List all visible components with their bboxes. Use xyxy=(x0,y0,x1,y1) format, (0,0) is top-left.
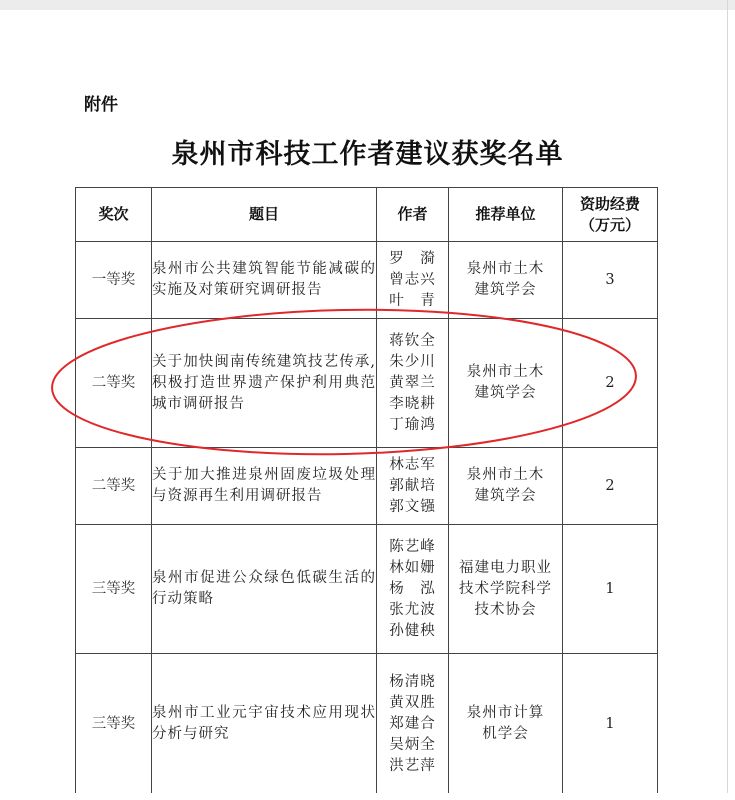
unit-line: 机学会 xyxy=(482,726,529,742)
table-row xyxy=(76,654,658,795)
author-name: 郭文镪 xyxy=(389,498,436,515)
author-name: 洪艺萍 xyxy=(389,757,436,774)
unit-line: 建筑学会 xyxy=(474,385,537,401)
authors-cell xyxy=(377,319,449,448)
author-name: 杨清晓 xyxy=(389,673,436,690)
author-name: 叶 青 xyxy=(389,292,436,309)
unit-cell xyxy=(449,654,563,795)
header-funding-line2: （万元） xyxy=(579,215,640,234)
author-name: 李晓耕 xyxy=(389,395,436,412)
author-name: 林如姗 xyxy=(389,559,436,576)
authors-cell xyxy=(377,525,449,654)
author-name: 张尤波 xyxy=(389,601,436,618)
funding-cell: 2 xyxy=(563,319,658,448)
author-name: 朱少川 xyxy=(389,353,436,370)
unit-line: 泉州市土木 xyxy=(466,261,545,277)
header-funding xyxy=(563,188,658,242)
topic-cell: 泉州市公共建筑智能节能减碳的实施及对策研究调研报告 xyxy=(152,242,377,319)
header-unit: 推荐单位 xyxy=(449,188,563,242)
unit-line: 建筑学会 xyxy=(474,488,537,504)
authors-cell xyxy=(377,242,449,319)
author-name: 郭献培 xyxy=(389,477,436,494)
rank-cell: 二等奖 xyxy=(76,448,152,525)
topic-cell: 泉州市工业元宇宙技术应用现状分析与研究 xyxy=(152,654,377,795)
author-name: 吴炳全 xyxy=(389,736,436,753)
table-row xyxy=(76,242,658,319)
author-name: 杨 泓 xyxy=(389,580,436,597)
funding-cell: 1 xyxy=(563,525,658,654)
topic-cell: 泉州市促进公众绿色低碳生活的行动策略 xyxy=(152,525,377,654)
authors-cell xyxy=(377,448,449,525)
table-header-row xyxy=(76,188,658,242)
author-name: 黄双胜 xyxy=(389,694,436,711)
author-name: 蒋钦全 xyxy=(389,332,436,349)
unit-line: 技术协会 xyxy=(474,601,537,618)
award-table xyxy=(75,187,658,795)
unit-line: 技术学院科学 xyxy=(459,580,552,597)
unit-line: 泉州市土木 xyxy=(466,364,545,380)
table-row xyxy=(76,319,658,448)
header-funding-line1: 资助经费 xyxy=(579,194,640,213)
unit-line: 福建电力职业 xyxy=(459,559,552,576)
unit-line: 泉州市土木 xyxy=(466,467,545,483)
author-name: 陈艺峰 xyxy=(389,538,436,555)
header-rank: 奖次 xyxy=(76,188,152,242)
topic-cell: 关于加大推进泉州固废垃圾处理与资源再生利用调研报告 xyxy=(152,448,377,525)
unit-cell xyxy=(449,319,563,448)
funding-cell: 1 xyxy=(563,654,658,795)
unit-line: 建筑学会 xyxy=(474,282,537,298)
rank-cell: 三等奖 xyxy=(76,654,152,795)
author-name: 丁瑜鸿 xyxy=(389,416,436,433)
table-row xyxy=(76,525,658,654)
author-name: 曾志兴 xyxy=(389,271,436,288)
funding-cell: 2 xyxy=(563,448,658,525)
rank-cell: 三等奖 xyxy=(76,525,152,654)
attachment-label: 附件 xyxy=(84,95,118,115)
bottom-margin xyxy=(0,793,735,800)
header-authors: 作者 xyxy=(377,188,449,242)
author-name: 郑建合 xyxy=(389,715,436,732)
author-name: 罗 漪 xyxy=(389,250,436,267)
authors-cell xyxy=(377,654,449,795)
author-name: 黄翠兰 xyxy=(389,374,436,391)
author-name: 孙健秧 xyxy=(389,622,436,639)
author-name: 林志军 xyxy=(389,456,436,473)
header-topic: 题目 xyxy=(152,188,377,242)
document-title: 泉州市科技工作者建议获奖名单 xyxy=(171,139,564,170)
rank-cell: 一等奖 xyxy=(76,242,152,319)
topic-cell: 关于加快闽南传统建筑技艺传承,积极打造世界遗产保护利用典范城市调研报告 xyxy=(152,319,377,448)
unit-cell xyxy=(449,242,563,319)
unit-line: 泉州市计算 xyxy=(466,705,545,721)
table-row xyxy=(76,448,658,525)
top-margin-bar xyxy=(0,0,735,10)
rank-cell: 二等奖 xyxy=(76,319,152,448)
unit-cell xyxy=(449,448,563,525)
unit-cell xyxy=(449,525,563,654)
funding-cell: 3 xyxy=(563,242,658,319)
page-edge xyxy=(727,0,728,800)
